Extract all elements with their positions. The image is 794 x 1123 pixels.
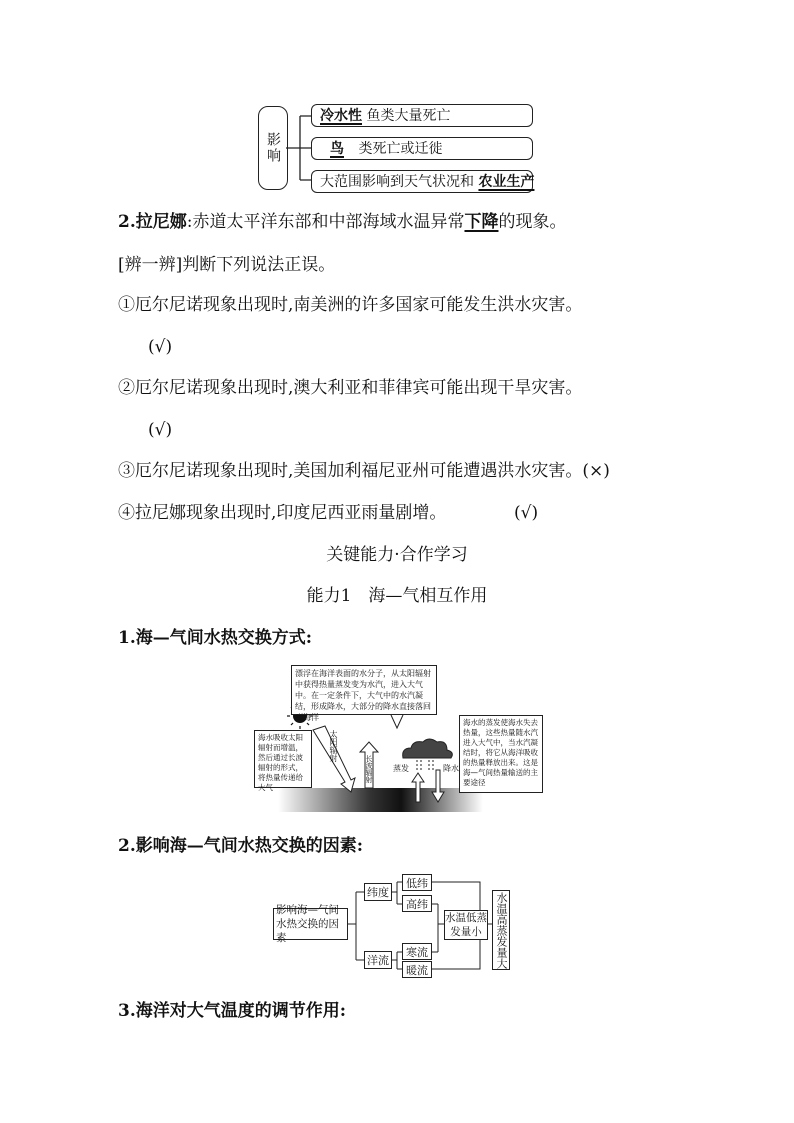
heading-1: 1.海—气间水热交换方式: [118, 628, 313, 648]
factor-figure [270, 872, 520, 977]
factor-cold: 寒流 [402, 943, 432, 960]
judge-answer-4: (√) [514, 503, 539, 523]
solar-radiation-label: 太阳辐射 [329, 730, 338, 762]
section-subtitle: 能力1 海—气相互作用 [306, 586, 488, 606]
influence-item-fish: 冷水性 鱼类大量死亡 [311, 104, 533, 127]
influence-side-label: 影响 [258, 106, 288, 190]
exchange-right-note: 海水的蒸发使海水失去热量，这些热量随水汽进入大气中，当水汽凝结时，将它从海洋吸收的热量释放出来。这是海—气间热量输送的主要途径 [459, 715, 543, 793]
judge-answer-1: (√) [148, 337, 173, 357]
precipitation-label: 降水 [443, 764, 459, 773]
judge-item-1: ①厄尔尼诺现象出现时,南美洲的许多国家可能发生洪水灾害。 [118, 295, 583, 315]
factor-current: 洋流 [364, 951, 392, 969]
factor-high-result: 水温高蒸发量大 [492, 890, 510, 970]
section-title: 关键能力·合作学习 [326, 545, 468, 565]
exchange-figure [253, 660, 543, 815]
exchange-left-note: 海水吸收太阳辐射而增温，然后通过长波辐射的形式，将热量传递给大气 [254, 730, 312, 788]
influence-brace [286, 104, 314, 194]
sea-surface [278, 788, 483, 812]
longwave-label: 长波辐射 [365, 755, 373, 783]
factor-latitude: 纬度 [364, 883, 392, 901]
exchange-top-note: 漂浮在海洋表面的水分子，从太阳辐射中获得热量蒸发变为水汽，进入大气中。在一定条件下，大气中的水汽凝结，形成降水，大部分的降水直接落回到海洋 [291, 665, 437, 715]
judge-item-4: ④拉尼娜现象出现时,印度尼西亚雨量剧增。 [118, 503, 447, 523]
judge-item-3: ③厄尔尼诺现象出现时,美国加利福尼亚州可能遭遇洪水灾害。(×) [118, 461, 610, 481]
judge-answer-2: (√) [148, 420, 173, 440]
judge-heading: [辨一辨]判断下列说法正误。 [118, 255, 336, 275]
heading-2: 2.影响海—气间水热交换的因素: [118, 836, 364, 856]
evaporation-label: 蒸发 [393, 764, 409, 773]
factor-high-lat: 高纬 [402, 895, 432, 912]
influence-item-bird: 鸟 类死亡或迁徙 [311, 137, 533, 160]
factor-low-result: 水温低蒸发量小 [445, 912, 487, 938]
factor-root: 影响海—气间水热交换的因素 [273, 908, 348, 940]
factor-warm: 暖流 [402, 961, 432, 978]
rain-icon [417, 760, 433, 772]
heading-3: 3.海洋对大气温度的调节作用: [118, 1001, 347, 1021]
judge-item-2: ②厄尔尼诺现象出现时,澳大利亚和菲律宾可能出现干旱灾害。 [118, 378, 583, 398]
factor-low-lat: 低纬 [402, 874, 432, 891]
cloud-icon [403, 739, 453, 758]
la-nina-definition: 2.拉尼娜:赤道太平洋东部和中部海域水温异常下降的现象。 [118, 212, 567, 232]
influence-item-weather: 大范围影响到天气状况和 农业生产 [311, 170, 533, 193]
